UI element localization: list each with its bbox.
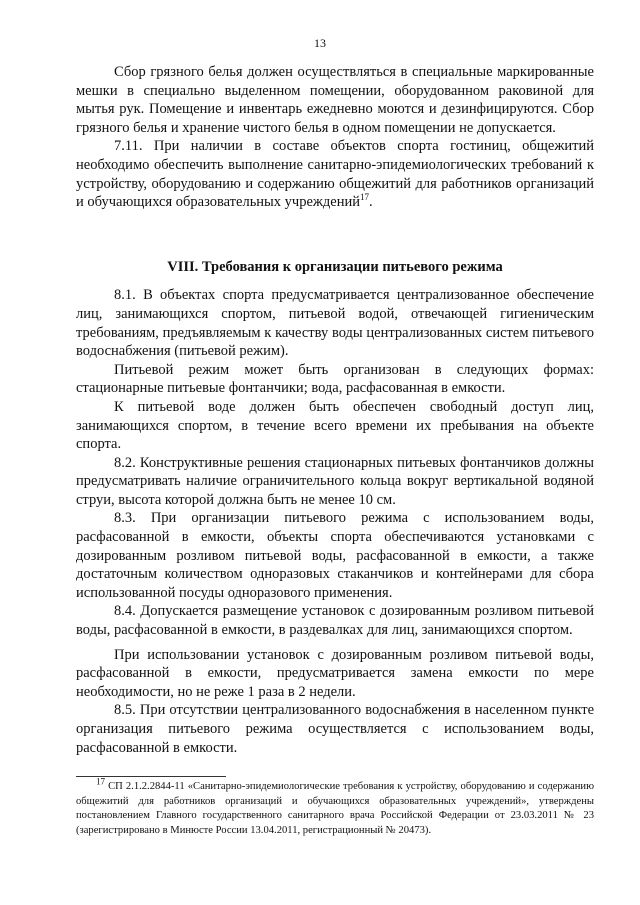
paragraph-laundry-collection: Сбор грязного белья должен осуществляться в специальные маркированные мешки в специально выделенном помещении, оборудованном раковиной для мытья рук. Помещение и инвентарь ежедневно моются и дезинфицируются. Сбор грязного белья и хранение чистого белья в одном помещении не допускается. (76, 64, 594, 136)
paragraph-8-1: 8.1. В объектах спорта предусматривается централизованное обеспечение лиц, занимающихся спортом, питьевой водой, отвечающей гигиеническим требованиям, предъявляемым к качеству воды централизованных систем питьевого водоснабжения (питьевой режим). (76, 287, 594, 360)
page-number: 13 (314, 36, 326, 50)
footnote-text: СП 2.1.2.2844-11 «Санитарно-эпидемиологические требования к устройству, оборудованию и содержанию общежитий для работников организаций и обучающихся образовательных учреждений», утверждены постановлением Главного государственного санитарного врача Российской Федерации от 23.03.2011 № 23 (зарегистрировано в Минюсте России 13.04.2011, регистрационный № 20473). (76, 781, 594, 836)
footnote-reference: 17 (360, 192, 370, 203)
paragraph-drinking-forms: Питьевой режим может быть организован в следующих формах: стационарные питьевые фонтанчики; вода, расфасованная в емкости. (76, 361, 594, 397)
paragraph-8-2: 8.2. Конструктивные решения стационарных питьевых фонтанчиков должны предусматривать наличие ограничительного кольца вокруг вертикальной водяной струи, высота которой должна быть не менее 10 см. (76, 454, 594, 508)
paragraph-container-replacement: При использовании установок с дозированным розливом питьевой воды, расфасованной в емкости, предусматривается замена емкости по мере необходимости, но не реже 1 раза в 2 недели. (76, 646, 594, 700)
footnote (76, 776, 594, 838)
paragraph-8-4: 8.4. Допускается размещение установок с дозированным розливом питьевой воды, расфасованной в емкости, в раздевалках для лиц, занимающихся спортом. (76, 603, 594, 639)
paragraph-8-3: 8.3. При организации питьевого режима с использованием воды, расфасованной в емкости, объекты спорта обеспечиваются установками с дозированным розливом питьевой воды, расфасованной в емкости, а также достаточным количеством одноразовых стаканчиков и контейнерами для сбора использованной посуды одноразового применения. (76, 510, 594, 601)
paragraph-7-11-end: . (369, 194, 373, 211)
paragraph-7-11-text: 7.11. При наличии в составе объектов спорта гостиниц, общежитий необходимо обеспечить выполнение санитарно-эпидемиологических требований к устройству, оборудованию и содержанию общежитий для работников организаций и обучающихся образовательных учреждений (76, 138, 594, 211)
paragraph-8-5: 8.5. При отсутствии централизованного водоснабжения в населенном пункте организация питьевого режима осуществляется с использованием воды, расфасованной в емкости. (76, 702, 594, 756)
footnote-number: 17 (96, 776, 105, 787)
document-body (76, 63, 594, 757)
paragraph-free-access: К питьевой воде должен быть обеспечен свободный доступ лиц, занимающихся спортом, в течение всего времени их пребывания на объекте спорта. (76, 398, 594, 453)
section-heading: VIII. Требования к организации питьевого режима (167, 258, 503, 275)
paragraph-7-11 (76, 137, 594, 211)
